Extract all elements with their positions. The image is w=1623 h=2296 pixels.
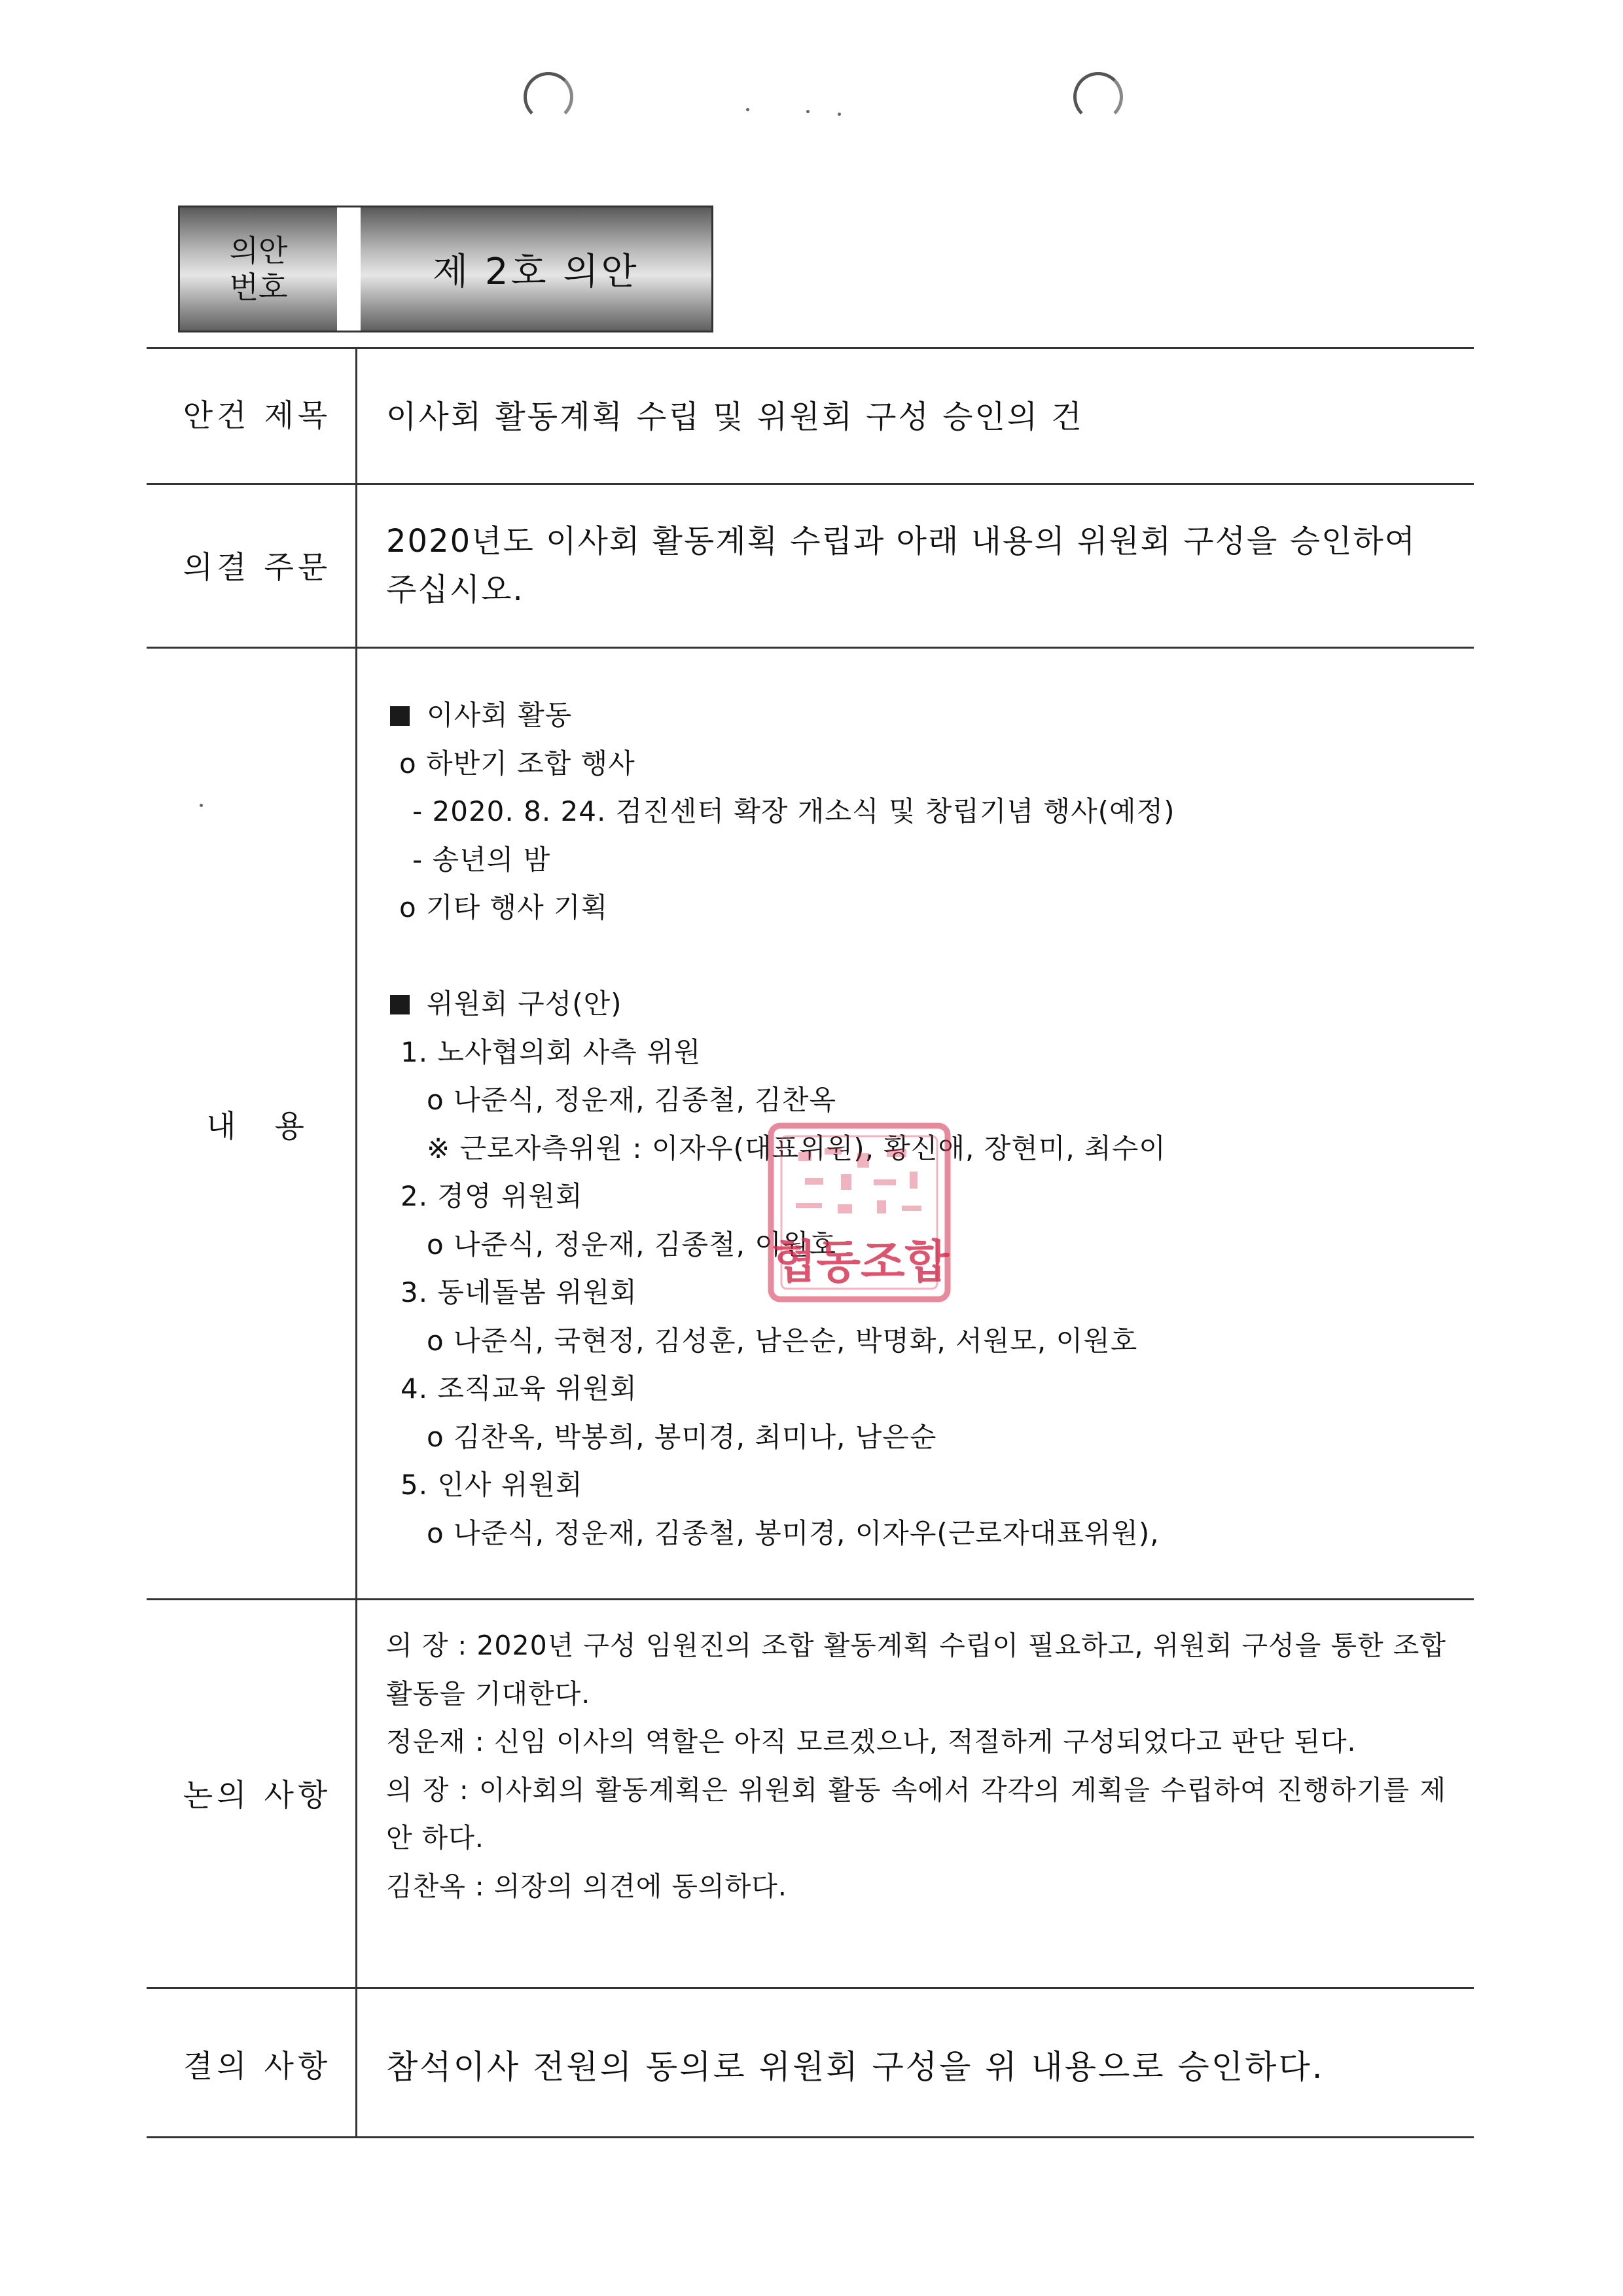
agenda-label-line1: 의안 bbox=[229, 233, 288, 268]
decision-label: 결의 사항 bbox=[183, 2049, 332, 2085]
scan-speck bbox=[806, 110, 810, 113]
row-divider bbox=[147, 1598, 1474, 1600]
seal-text: 협동조합 bbox=[772, 1235, 950, 1289]
content-label: 내 용 bbox=[206, 1109, 308, 1145]
discussion-paragraph: 정운재 : 신임 이사의 역할은 아직 모르겠으나, 적절하게 구성되었다고 판단 된다. bbox=[386, 1726, 1357, 1757]
scan-speck bbox=[746, 108, 749, 111]
header-divider bbox=[337, 207, 361, 331]
list-subitem: - 송년의 밤 bbox=[412, 843, 551, 876]
row-divider bbox=[147, 483, 1474, 485]
committee-title: 1. 노사협의회 사측 위원 bbox=[401, 1035, 702, 1068]
committee-title: 2. 경영 위원회 bbox=[401, 1180, 583, 1212]
committee-title: 4. 조직교육 위원회 bbox=[401, 1372, 637, 1405]
committee-members: o 나준식, 정운재, 김종철, 봉미경, 이자우(근로자대표위원), bbox=[427, 1516, 1160, 1549]
committee-members: o 나준식, 정운재, 김종철, 김찬옥 bbox=[427, 1084, 837, 1116]
list-subitem: - 2020. 8. 24. 검진센터 확장 개소식 및 창립기념 행사(예정) bbox=[412, 795, 1175, 827]
table-bottom-rule bbox=[147, 2136, 1474, 2138]
discussion-body bbox=[386, 1622, 1446, 1910]
discussion-paragraph: 김찬옥 : 의장의 의견에 동의하다. bbox=[386, 1870, 787, 1902]
organization-seal-stamp bbox=[753, 1106, 969, 1322]
agenda-label-line2: 번호 bbox=[229, 270, 288, 305]
agenda-number-value: 제 2호 의안 bbox=[361, 207, 711, 331]
committee-title: 5. 인사 위원회 bbox=[401, 1469, 583, 1501]
agenda-number-label bbox=[180, 207, 337, 331]
list-item: o 기타 행사 기획 bbox=[399, 891, 609, 924]
scan-speck bbox=[200, 804, 203, 807]
punch-hole-left bbox=[524, 72, 573, 122]
committee-members: o 나준식, 정운재, 김종철, 이원호 bbox=[427, 1228, 837, 1261]
section-heading-board-activity: 이사회 활동 bbox=[386, 691, 1446, 740]
resolution-value: 2020년도 이사회 활동계획 수립과 아래 내용의 위원회 구성을 승인하여 주십시오. bbox=[386, 523, 1417, 608]
discussion-paragraph: 의 장 : 이사회의 활동계획은 위원회 활동 속에서 각각의 계획을 수립하여 진행하기를 제안 하다. bbox=[386, 1774, 1446, 1854]
table-top-rule bbox=[147, 347, 1474, 349]
committee-title: 3. 동네돌봄 위원회 bbox=[401, 1276, 637, 1308]
resolution-label: 의결 주문 bbox=[183, 550, 332, 586]
section-heading-committee: 위원회 구성(안) bbox=[386, 980, 1446, 1028]
black-square-icon bbox=[390, 706, 410, 726]
committee-note: ※ 근로자측위원 : 이자우(대표위원), 황신애, 장현미, 최수이 bbox=[427, 1132, 1166, 1164]
committee-members: o 김찬옥, 박봉희, 봉미경, 최미나, 남은순 bbox=[427, 1420, 937, 1453]
discussion-paragraph: 의 장 : 2020년 구성 임원진의 조합 활동계획 수립이 필요하고, 위원회 구성을 통한 조합 활동을 기대한다. bbox=[386, 1630, 1446, 1710]
column-divider bbox=[355, 347, 357, 2138]
discussion-label: 논의 사항 bbox=[183, 1778, 332, 1814]
punch-hole-right bbox=[1073, 72, 1123, 122]
decision-value: 참석이사 전원의 동의로 위원회 구성을 위 내용으로 승인하다. bbox=[386, 2048, 1325, 2086]
agenda-number-box bbox=[178, 206, 713, 332]
row-divider bbox=[147, 647, 1474, 649]
title-label: 안건 제목 bbox=[183, 398, 332, 434]
committee-members: o 나준식, 국현정, 김성훈, 남은순, 박명화, 서원모, 이원호 bbox=[427, 1324, 1138, 1357]
title-value: 이사회 활동계획 수립 및 위원회 구성 승인의 건 bbox=[386, 399, 1084, 435]
list-item: o 하반기 조합 행사 bbox=[399, 747, 635, 780]
row-divider bbox=[147, 1987, 1474, 1989]
scan-speck bbox=[838, 113, 841, 116]
black-square-icon bbox=[390, 995, 410, 1014]
